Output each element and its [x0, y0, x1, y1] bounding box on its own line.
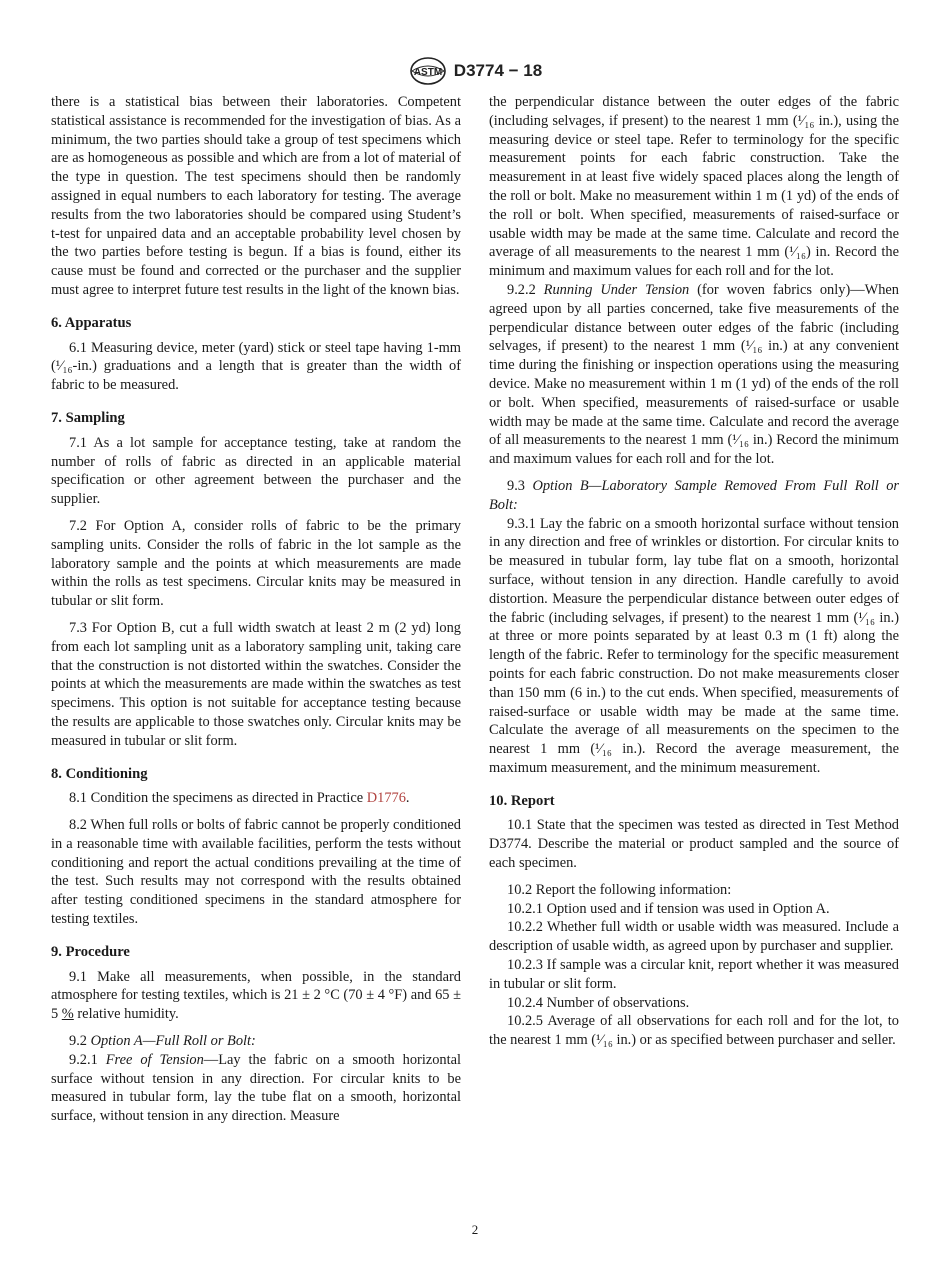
svg-text:ASTM: ASTM	[413, 67, 442, 78]
paragraph-9-2-1-title: Free of Tension	[105, 1051, 204, 1068]
paragraph-9-1-end: relative humidity.	[73, 1006, 179, 1023]
paragraph-9-2-title: Option A—Full Roll or Bolt:	[90, 1033, 256, 1050]
paragraph-10-2-1: 10.2.1 Option used and if tension was used in Option A.	[507, 900, 830, 917]
section-heading-apparatus: 6. Apparatus	[51, 314, 132, 331]
paragraph-9-2	[51, 1032, 461, 1051]
paragraph-9-3-number: 9.3	[507, 477, 533, 494]
paragraph-10-2-4: 10.2.4 Number of observations.	[507, 994, 690, 1011]
paragraph-10-2: 10.2 Report the following information:	[507, 881, 732, 898]
paragraph-8-1	[51, 789, 461, 808]
paragraph-10-1: 10.1 State that the specimen was tested as directed in Test Method D3774. Describe the material or product sampled and the source of each specimen.	[489, 817, 899, 872]
paragraph-9-2-1-body: —Lay the fabric on a smooth horizontal surface without tension in any direction. For circular knits to be measured in tubular form, lay the tube flat on a smooth, horizontal surface, without tension in any direction. Measure	[51, 1051, 462, 1125]
paragraph-10-2-3: 10.2.3 If sample was a circular knit, report whether it was measured in tubular or slit form.	[489, 957, 899, 992]
paragraph-9-2-2	[489, 281, 899, 469]
paragraph-bias: there is a statistical bias between their laboratories. Competent statistical assistance is recommended for the investigation of bias. As a minimum, the two parties should take a group of test specimens which are as homogeneous as possible and which are from a lot of material of the type in question. The test specimens should then be randomly assigned in equal numbers to each laboratory for testing. The average results from the two laboratories should be compared using Student’s t-test for unpaired data and an acceptable probability level chosen by the two parties before testing is begun. If a bias is found, either its cause must be found and corrected or the purchaser and the supplier must agree to interpret future test results in the light of the known bias.	[51, 94, 461, 298]
paragraph-9-1	[51, 968, 461, 1024]
paragraph-8-1-end: .	[405, 790, 410, 807]
page-number: 2	[471, 1222, 479, 1237]
paragraph-9-2-2-number: 9.2.2	[507, 281, 544, 298]
left-column	[51, 93, 461, 1134]
paragraph-6-1: 6.1 Measuring device, meter (yard) stick or steel tape having 1-mm (¹⁄₁₆-in.) graduations and a length that is greater than the width of fabric to be measured.	[51, 339, 461, 394]
paragraph-9-3	[489, 477, 899, 515]
paragraph-8-1-text: 8.1 Condition the specimens as directed in Practice	[69, 790, 367, 807]
page-header	[0, 56, 950, 86]
paragraph-10-2-2: 10.2.2 Whether full width or usable width was measured. Include a description of usable width, as agreed upon by purchaser and supplier.	[489, 919, 899, 955]
paragraph-9-2-number: 9.2	[69, 1033, 91, 1050]
paragraph-9-2-1	[51, 1051, 461, 1126]
paragraph-7-3: 7.3 For Option B, cut a full width swatch at least 2 m (2 yd) long from each lot sampling unit as a laboratory sampling unit, taking care that the construction is not distorted within the swatches. Consider the points at which the measurements are made within the swatches as test specimens. This option is not suitable for acceptance testing because the results are applicable to those swatches only. Circular knits may be measured in tubular or slit form.	[51, 619, 461, 749]
standard-designation: D3774 − 18	[453, 61, 543, 80]
section-heading-conditioning: 8. Conditioning	[51, 765, 148, 782]
paragraph-10-2-5: 10.2.5 Average of all observations for each roll and for the lot, to the nearest 1 mm (¹⁄₁₆ in.) or as specified between purchaser and seller.	[489, 1013, 899, 1049]
paragraph-7-1: 7.1 As a lot sample for acceptance testing, take at random the number of rolls of fabric as directed in an applicable material specification or other agreement between the purchaser and the supplier.	[51, 434, 461, 508]
percent-sign: %	[61, 1006, 74, 1023]
section-heading-sampling: 7. Sampling	[51, 409, 125, 426]
astm-logo-icon	[408, 56, 448, 86]
section-heading-procedure: 9. Procedure	[51, 943, 130, 960]
paragraph-8-2: 8.2 When full rolls or bolts of fabric cannot be properly conditioned in a reasonable time with available facilities, perform the tests without conditioning and report the actual conditions prevailing at the time of the test. Such results may not correspond with the results obtained after testing conditioned specimens in the standard atmosphere for testing textiles.	[51, 817, 461, 928]
practice-d1776-link[interactable]: D1776	[366, 790, 406, 807]
paragraph-9-1-text: 9.1 Make all measurements, when possible, in the standard atmosphere for testing textiles, which is 21 ± 2 °C (70 ± 4 °F) and 65 ± 5	[51, 968, 461, 1023]
right-column	[489, 93, 899, 1050]
paragraph-9-2-2-body: (for woven fabrics only)—When agreed upon by all parties concerned, take five measurements of the perpendicular distance between outer edges of the fabric (including selvages, if present) to the nearest 1 mm (¹⁄₁₆ in.) at any convenient time during the finishing or inspection operations using the measuring device. Make no measurement within 1 m (1 yd) of the ends of the roll or bolt. When specified, measurements of raised-surface or usable width may be made at the same time. Calculate and record the average of all measurements to the nearest 1 mm (¹⁄₁₆ in.) Record the minimum and maximum values for each roll and for the lot.	[489, 281, 899, 468]
section-heading-report: 10. Report	[489, 792, 555, 809]
paragraph-9-2-1-number: 9.2.1	[69, 1051, 106, 1068]
paragraph-9-3-1: 9.3.1 Lay the fabric on a smooth horizontal surface without tension in any direction and free of wrinkles or distortion. For circular knits to be measured in tubular form, lay tube flat on a smooth, horizontal surface, without tension in any direction. Handle carefully to avoid distortion. Measure the perpendicular distance between outer edges of the fabric (including selvages, if present) to the nearest 1 mm (¹⁄₁₆ in.) at three or more points separated by at least 0.3 m (1 ft) along the length of the fabric. Refer to terminology for the specific measurement points for each fabric construction. Do not make measurements closer than 150 mm (6 in.) to the cut ends. When specified, measurements of raised-surface or usable width may be made at the same time. Calculate the average of all measurements on the specimen to the nearest 1 mm (¹⁄₁₆ in.). Record the average measurement, the maximum measurement, and the minimum measurement.	[489, 515, 899, 776]
paragraph-9-3-title: Option B—Laboratory Sample Removed From Full Roll or Bolt:	[489, 477, 899, 513]
paragraph-7-2: 7.2 For Option A, consider rolls of fabric to be the primary sampling units. Consider the rolls of fabric in the lot sample as the laboratory sample and the points at which measurements are made within the rolls as test specimens. Circular knits may be measured in tubular or slit form.	[51, 517, 461, 610]
paragraph-9-2-2-title: Running Under Tension	[543, 281, 690, 298]
paragraph-9-2-1-continued: the perpendicular distance between the outer edges of the fabric (including selvages, if present) to the nearest 1 mm (¹⁄₁₆ in.), using the measuring device or steel tape. Refer to terminology for the specific measurement points for each fabric construction. Take the measurement in at least five widely spaced places along the length of the roll or bolt. Make no measurement within 1 m (1 yd) of the ends of the roll or bolt. When specified, measurements of raised-surface or usable width may be made at the same time. Calculate and record the average of all measurements to the nearest 1 mm (¹⁄₁₆) in. Record the minimum and maximum values for each roll and for the lot.	[489, 94, 899, 280]
